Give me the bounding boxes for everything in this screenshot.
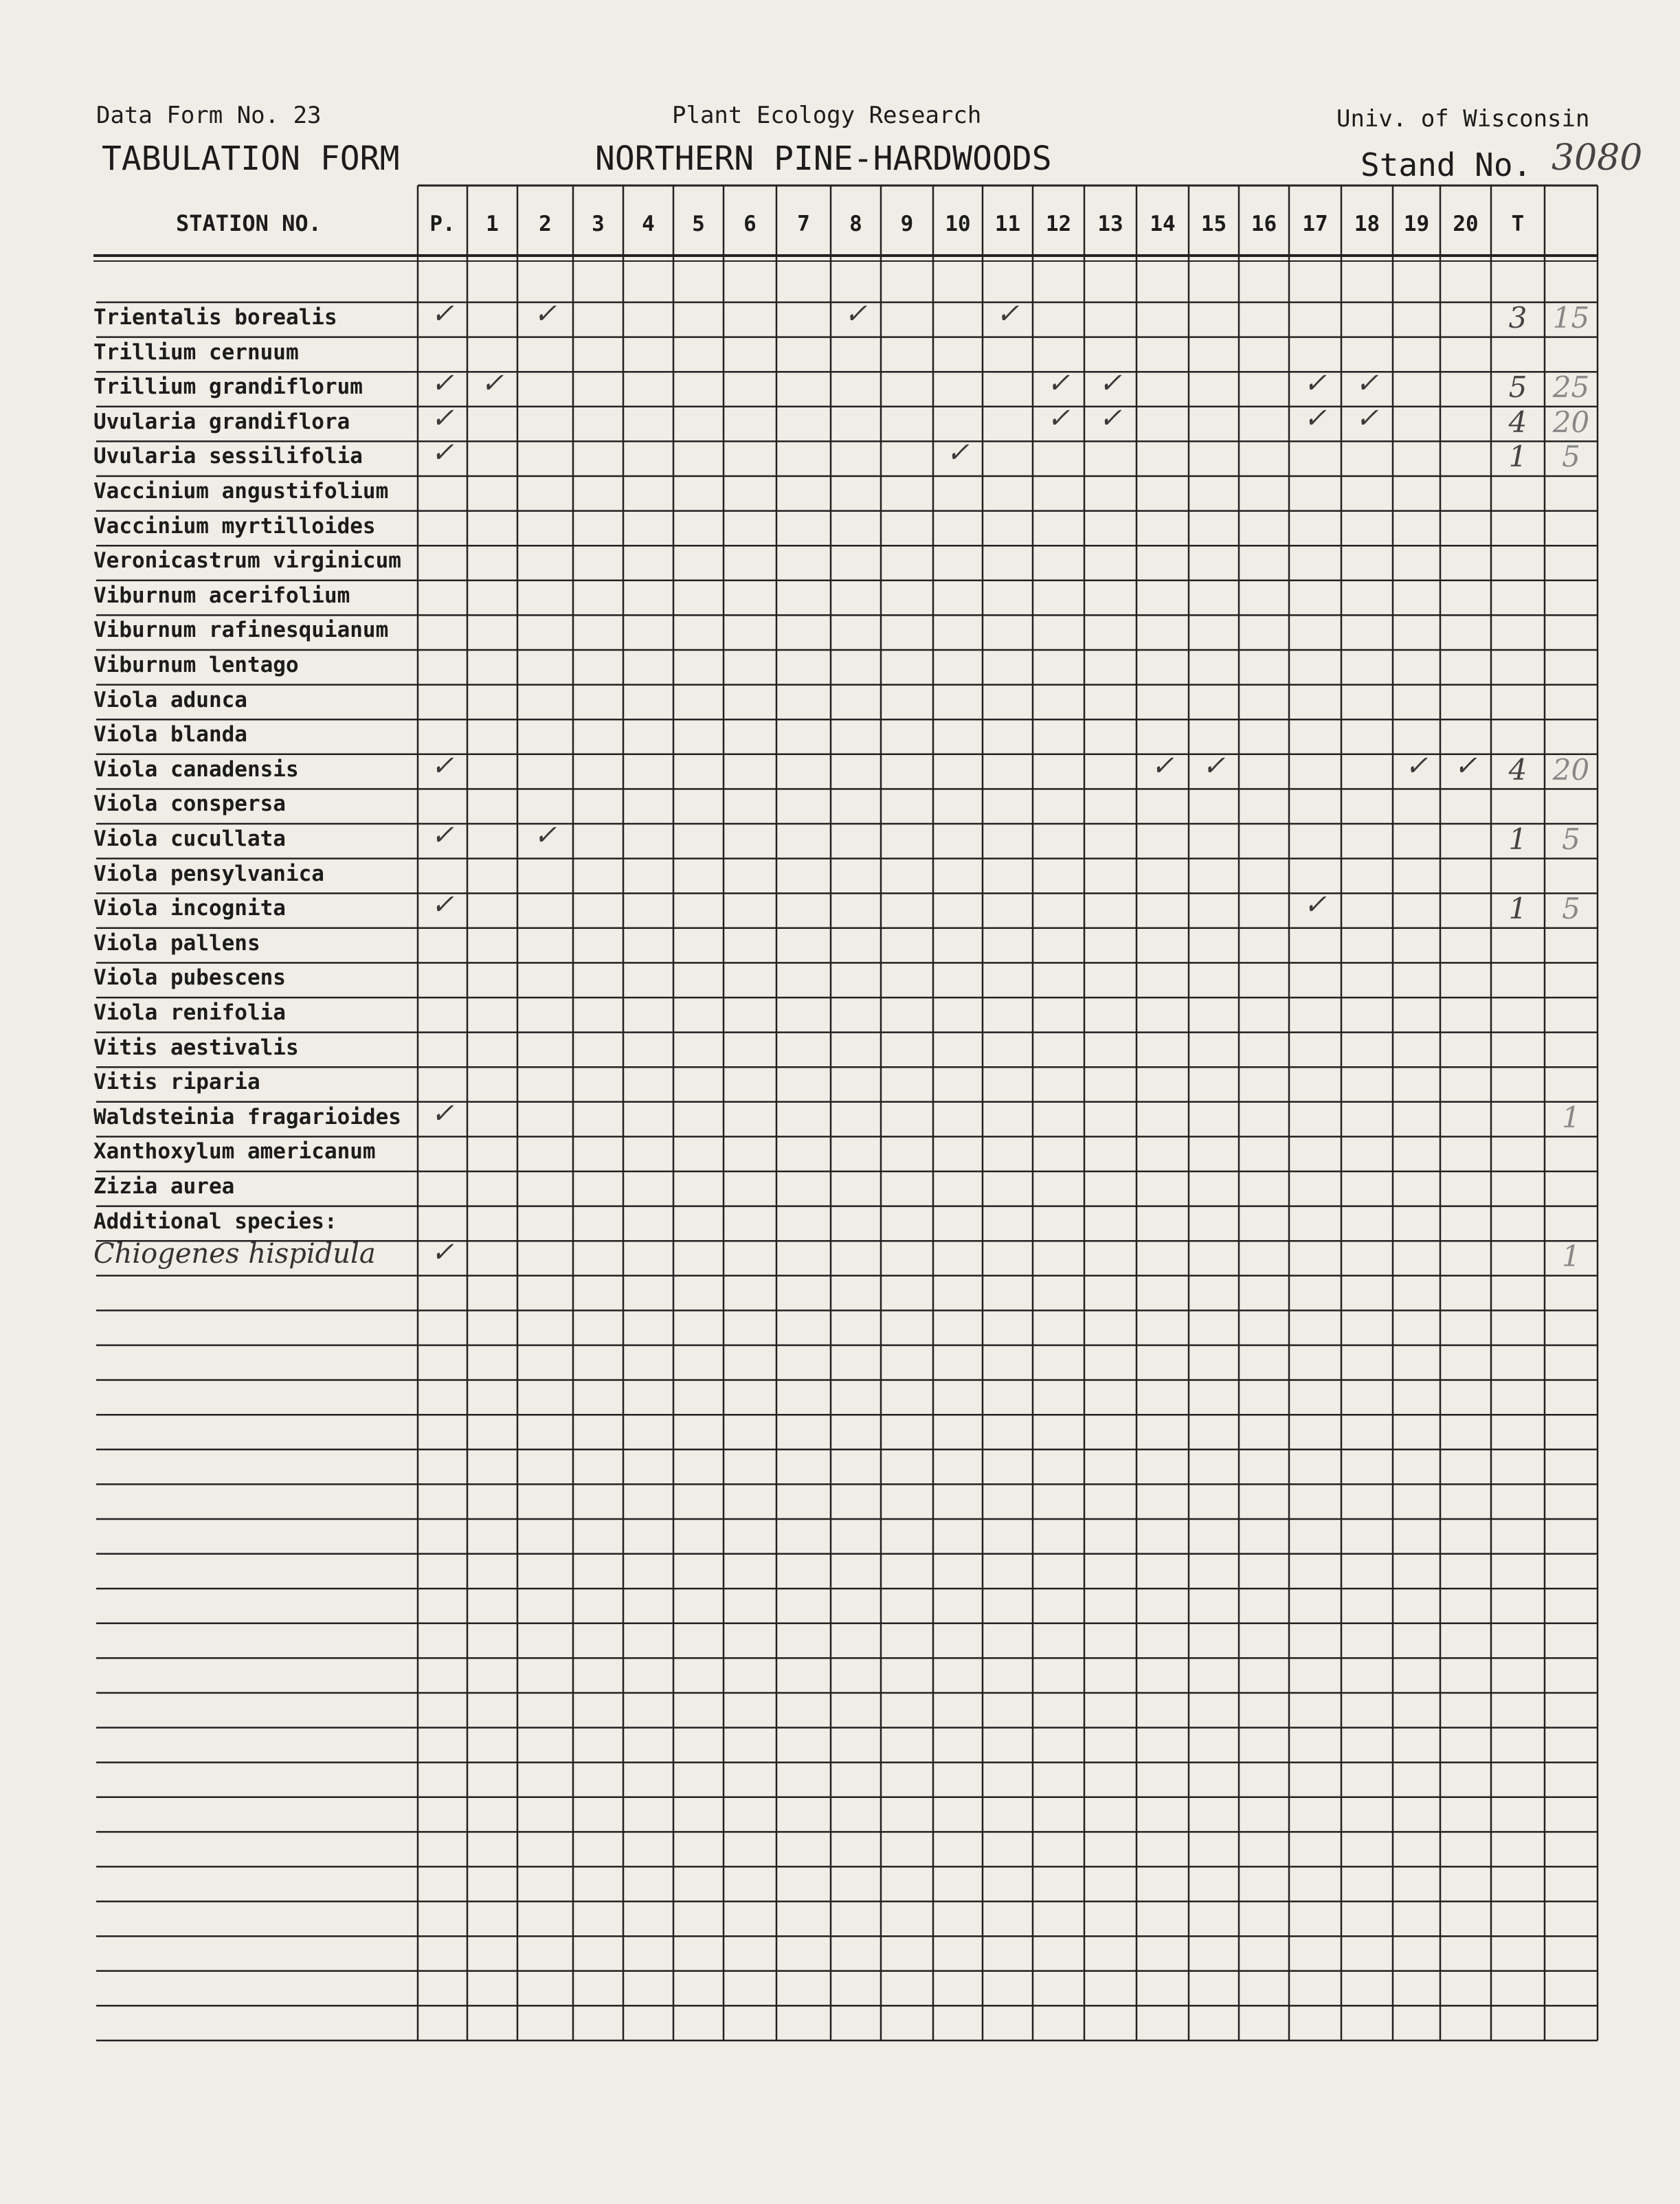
- column-header: 14: [1150, 212, 1176, 236]
- species-name: Viburnum acerifolium: [93, 583, 350, 608]
- check-mark-icon: ✓: [431, 750, 454, 782]
- species-name: Chiogenes hispidula: [93, 1238, 376, 1270]
- species-name: Additional species:: [93, 1208, 337, 1234]
- check-mark-icon: ✓: [431, 820, 454, 851]
- check-mark-icon: ✓: [480, 368, 504, 400]
- check-mark-icon: ✓: [1202, 750, 1226, 782]
- species-name: Viola pubescens: [93, 965, 286, 991]
- column-header: 8: [849, 212, 862, 236]
- stand-label: Stand No.: [1360, 146, 1532, 183]
- check-mark-icon: ✓: [431, 889, 454, 921]
- check-mark-icon: ✓: [431, 437, 454, 469]
- check-mark-icon: ✓: [1303, 368, 1327, 400]
- species-name: Viburnum lentago: [93, 653, 299, 677]
- species-name: Vaccinium myrtilloides: [93, 513, 376, 539]
- column-header: 19: [1403, 212, 1430, 236]
- frequency-value: 20: [1552, 405, 1590, 439]
- form-number: Data Form No. 23: [96, 102, 322, 129]
- total-count: 1: [1508, 440, 1527, 474]
- total-count: 5: [1508, 370, 1527, 405]
- species-name: Vitis aestivalis: [93, 1035, 299, 1060]
- total-count: 1: [1508, 822, 1527, 856]
- species-name: Uvularia sessilifolia: [93, 444, 363, 469]
- species-name: Viola incognita: [93, 896, 286, 921]
- species-name: Viola conspersa: [93, 791, 286, 817]
- column-header: 3: [592, 212, 605, 236]
- frequency-value: 1: [1562, 1239, 1580, 1274]
- check-mark-icon: ✓: [431, 1237, 454, 1269]
- species-name: Trillium cernuum: [93, 339, 299, 365]
- column-header: 5: [692, 212, 705, 236]
- species-name: Vitis riparia: [93, 1070, 260, 1095]
- species-name: Xanthoxylum americanum: [93, 1139, 376, 1165]
- species-name: Viburnum rafinesquianum: [93, 618, 389, 643]
- species-name: Zizia aurea: [93, 1174, 235, 1199]
- check-mark-icon: ✓: [1099, 402, 1122, 434]
- column-header: 18: [1354, 212, 1380, 236]
- check-mark-icon: ✓: [1355, 368, 1379, 400]
- research-label: Plant Ecology Research: [672, 102, 982, 129]
- column-header: 10: [945, 212, 971, 236]
- check-mark-icon: ✓: [1046, 402, 1071, 434]
- species-name: Viola renifolia: [93, 1000, 286, 1025]
- species-name: Waldsteinia fragarioides: [93, 1104, 401, 1129]
- species-name: Viola canadensis: [93, 756, 299, 782]
- check-mark-icon: ✓: [431, 1097, 454, 1129]
- species-name: Trientalis borealis: [93, 305, 337, 330]
- total-count: 4: [1508, 405, 1527, 439]
- column-header: 17: [1302, 212, 1328, 236]
- check-mark-icon: ✓: [1404, 750, 1429, 782]
- check-mark-icon: ✓: [533, 298, 557, 330]
- column-header: 7: [797, 212, 810, 236]
- species-name: Viola pensylvanica: [93, 861, 324, 886]
- column-header: P.: [429, 212, 456, 236]
- frequency-value: 5: [1562, 892, 1580, 926]
- column-header: 16: [1251, 212, 1277, 236]
- frequency-value: 5: [1562, 440, 1580, 474]
- frequency-value: 25: [1552, 370, 1590, 405]
- column-header: 13: [1097, 212, 1123, 236]
- species-name: Viola blanda: [93, 722, 247, 747]
- total-count: 3: [1508, 301, 1527, 335]
- column-header: 9: [900, 212, 914, 236]
- column-header: 15: [1200, 212, 1227, 236]
- community-type: NORTHERN PINE-HARDWOODS: [595, 139, 1052, 178]
- total-count: 1: [1508, 892, 1527, 926]
- species-name: Viola cucullata: [93, 826, 286, 851]
- species-name: Viola pallens: [93, 930, 260, 956]
- check-mark-icon: ✓: [431, 298, 454, 330]
- university-label: Univ. of Wisconsin: [1336, 105, 1590, 133]
- check-mark-icon: ✓: [844, 298, 868, 330]
- check-mark-icon: ✓: [946, 437, 970, 469]
- column-header: 20: [1453, 212, 1479, 236]
- check-mark-icon: ✓: [1303, 889, 1327, 921]
- check-mark-icon: ✓: [1151, 750, 1174, 782]
- frequency-value: 15: [1552, 301, 1590, 335]
- frequency-value: 20: [1552, 752, 1590, 787]
- column-header: 11: [994, 212, 1021, 236]
- station-no-label: STATION NO.: [176, 210, 322, 236]
- column-header: 4: [642, 212, 655, 236]
- check-mark-icon: ✓: [431, 402, 454, 434]
- check-mark-icon: ✓: [1099, 368, 1122, 400]
- check-mark-icon: ✓: [1046, 368, 1071, 400]
- frequency-value: 5: [1562, 822, 1580, 856]
- check-mark-icon: ✓: [1454, 750, 1477, 782]
- check-mark-icon: ✓: [431, 368, 454, 400]
- species-name: Uvularia grandiflora: [93, 409, 350, 434]
- column-header: 12: [1045, 212, 1072, 236]
- check-mark-icon: ✓: [1355, 402, 1379, 434]
- column-header: 2: [539, 212, 552, 236]
- check-mark-icon: ✓: [996, 298, 1020, 330]
- column-header: T: [1511, 212, 1525, 236]
- total-count: 4: [1508, 752, 1527, 787]
- frequency-value: 1: [1562, 1100, 1580, 1134]
- species-name: Veronicastrum virginicum: [93, 548, 401, 574]
- species-name: Trillium grandiflorum: [93, 374, 363, 400]
- species-name: Vaccinium angustifolium: [93, 479, 389, 504]
- stand-number: 3080: [1552, 137, 1643, 179]
- species-name: Viola adunca: [93, 687, 247, 712]
- column-header: 1: [486, 212, 499, 236]
- check-mark-icon: ✓: [533, 820, 557, 851]
- check-mark-icon: ✓: [1303, 402, 1327, 434]
- form-title: TABULATION FORM: [102, 139, 400, 178]
- column-header: 6: [743, 212, 757, 236]
